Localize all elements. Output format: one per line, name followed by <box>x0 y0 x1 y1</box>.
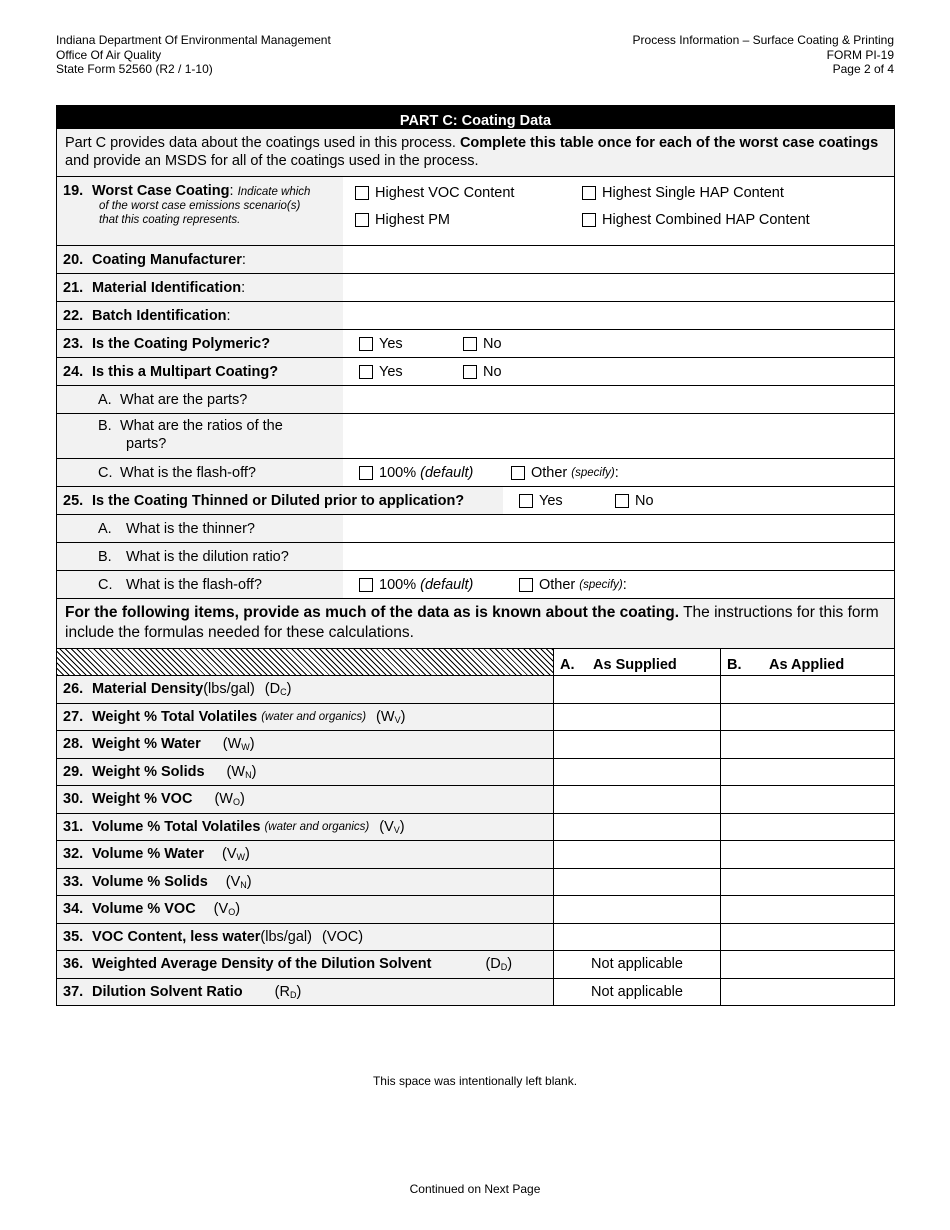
as-supplied-cell[interactable] <box>554 814 721 841</box>
as-supplied-cell[interactable] <box>554 759 721 786</box>
as-supplied-cell[interactable] <box>554 786 721 813</box>
as-applied-cell[interactable] <box>721 814 894 841</box>
option-highest-voc[interactable]: Highest VOC Content <box>355 185 514 201</box>
checkbox[interactable] <box>355 213 369 227</box>
item-symbol: (VOC) <box>321 928 364 945</box>
row-multipart-ratios: B. What are the ratios of the parts? <box>57 413 894 458</box>
header-right <box>633 33 894 77</box>
checkbox[interactable] <box>463 365 477 379</box>
as-applied-cell[interactable] <box>721 924 894 951</box>
checkbox[interactable] <box>519 578 533 592</box>
row-polymeric: 23. Is the Coating Polymeric? Yes No <box>57 329 894 357</box>
column-as-supplied: A. As Supplied <box>554 649 721 675</box>
row-coating-manufacturer: 20. Coating Manufacturer : <box>57 245 894 273</box>
checkbox[interactable] <box>359 337 373 351</box>
checkbox[interactable] <box>582 213 596 227</box>
item-symbol: $(W_V)$ <box>376 708 406 725</box>
item-label: 37. Dilution Solvent Ratio $(R_D)$ <box>57 979 554 1006</box>
table-row <box>57 703 894 731</box>
following-items-note: For the following items, provide as much of the data as is known about the coating. The instructions for this form include the formulas needed for these calculations. <box>57 598 894 648</box>
item-label: 29. Weight % Solids $(W_N)$ <box>57 759 554 786</box>
multipart-ratios-field[interactable] <box>343 414 894 458</box>
item-label: 36. Weighted Average Density of the Dilution Solvent $(D_D)$ <box>57 951 554 978</box>
item-symbol: $(D_D)$ <box>485 956 513 973</box>
table-row <box>57 868 894 896</box>
part-intro: Part C provides data about the coatings used in this process. Complete this table once for each of the worst case coatings and provide an MSDS for all of the coatings used in the process. <box>57 128 894 176</box>
row-multipart-flash-off: C. What is the flash-off? 100% (default) Other (specify) : <box>57 458 894 486</box>
table-row <box>57 840 894 868</box>
as-applied-cell[interactable] <box>721 896 894 923</box>
polymeric-no[interactable]: No <box>463 336 502 352</box>
item-label: 30. Weight % VOC $(W_O)$ <box>57 786 554 813</box>
as-applied-cell[interactable] <box>721 841 894 868</box>
checkbox[interactable] <box>359 365 373 379</box>
thinned-flash-off-other[interactable]: Other (specify) : <box>519 577 627 593</box>
item-label: 28. Weight % Water $(W_W)$ <box>57 731 554 758</box>
as-applied-cell[interactable] <box>721 759 894 786</box>
checkbox[interactable] <box>359 466 373 480</box>
table-row <box>57 813 894 841</box>
part-title: PART C: Coating Data <box>57 106 894 128</box>
state-form-number: State Form 52560 (R2 / 1-10) <box>56 62 213 76</box>
coating-data-form <box>56 105 895 1006</box>
thinned-flash-off-default[interactable]: 100% (default) <box>359 577 473 593</box>
item-symbol: $(W_W)$ <box>222 736 255 753</box>
as-supplied-cell[interactable] <box>554 704 721 731</box>
hatched-cell <box>57 649 554 675</box>
as-applied-cell[interactable] <box>721 731 894 758</box>
as-applied-cell[interactable] <box>721 951 894 978</box>
worst-case-hint: Indicate which of the worst case emissions scenario(s) that this coating represents. <box>99 186 311 226</box>
item-symbol: $(V_N)$ <box>225 873 252 890</box>
item-label: 31. Volume % Total Volatiles (water and organics) $(V_V)$ <box>57 814 554 841</box>
row-batch-identification: 22. Batch Identification : <box>57 301 894 329</box>
multipart-yes[interactable]: Yes <box>359 364 403 380</box>
row-material-identification: 21. Material Identification : <box>57 273 894 301</box>
blank-space-note: This space was intentionally left blank. <box>372 1074 578 1088</box>
as-supplied-cell[interactable] <box>554 869 721 896</box>
thinned-no[interactable]: No <box>615 493 654 509</box>
item-symbol: $(V_O)$ <box>213 901 241 918</box>
dilution-ratio-field[interactable] <box>343 543 894 570</box>
as-supplied-cell[interactable] <box>554 731 721 758</box>
as-supplied-cell[interactable] <box>554 924 721 951</box>
item-label: 27. Weight % Total Volatiles (water and organics) $(W_V)$ <box>57 704 554 731</box>
polymeric-yes[interactable]: Yes <box>359 336 403 352</box>
checkbox[interactable] <box>519 494 533 508</box>
as-supplied-cell: Not applicable <box>554 979 721 1006</box>
table-row <box>57 895 894 923</box>
agency-name: Indiana Department Of Environmental Management <box>56 33 331 47</box>
data-table-header <box>57 648 894 675</box>
row-thinner: A. What is the thinner? <box>57 514 894 542</box>
header-left <box>56 33 331 77</box>
item-symbol: $(R_D)$ <box>274 983 302 1000</box>
checkbox[interactable] <box>463 337 477 351</box>
multipart-flash-off-default[interactable]: 100% (default) <box>359 465 473 481</box>
row-thinned: 25. Is the Coating Thinned or Diluted prior to application? Yes No <box>57 486 894 514</box>
as-supplied-cell[interactable] <box>554 841 721 868</box>
table-row <box>57 675 894 703</box>
row-dilution-ratio: B. What is the dilution ratio? <box>57 542 894 570</box>
table-row <box>57 730 894 758</box>
row-thinned-flash-off: C. What is the flash-off? 100% (default) Other (specify) : <box>57 570 894 598</box>
multipart-flash-off-other[interactable]: Other (specify) : <box>511 465 619 481</box>
item-label: 33. Volume % Solids $(V_N)$ <box>57 869 554 896</box>
as-applied-cell[interactable] <box>721 676 894 703</box>
material-identification-field[interactable] <box>343 274 894 301</box>
checkbox[interactable] <box>582 186 596 200</box>
item-label: 34. Volume % VOC $(V_O)$ <box>57 896 554 923</box>
checkbox[interactable] <box>615 494 629 508</box>
checkbox[interactable] <box>359 578 373 592</box>
checkbox[interactable] <box>355 186 369 200</box>
data-table-body <box>57 675 894 1005</box>
column-as-applied: B. As Applied <box>727 657 845 673</box>
table-row <box>57 978 894 1006</box>
table-row <box>57 785 894 813</box>
item-symbol: $(D_C)$ <box>264 681 292 698</box>
item-label: 32. Volume % Water $(V_W)$ <box>57 841 554 868</box>
option-highest-pm[interactable]: Highest PM <box>355 212 450 228</box>
table-row <box>57 923 894 951</box>
item-symbol: $(V_W)$ <box>222 846 250 863</box>
as-supplied-cell[interactable] <box>554 676 721 703</box>
as-applied-cell[interactable] <box>721 704 894 731</box>
thinner-field[interactable] <box>343 515 894 542</box>
multipart-no[interactable]: No <box>463 364 502 380</box>
checkbox[interactable] <box>511 466 525 480</box>
coating-manufacturer-field[interactable] <box>343 246 894 273</box>
item-label: 35. VOC Content, less water (lbs/gal) (VOC) <box>57 924 554 951</box>
office-name: Office Of Air Quality <box>56 47 162 62</box>
form-id: FORM PI-19 <box>826 47 894 62</box>
item-symbol: $(W_O)$ <box>214 791 245 808</box>
item-label: 26. Material Density (lbs/gal) $(D_C)$ <box>57 676 554 703</box>
as-applied-cell[interactable] <box>721 786 894 813</box>
row-multipart: 24. Is this a Multipart Coating? Yes No <box>57 357 894 385</box>
as-supplied-cell: Not applicable <box>554 951 721 978</box>
table-row <box>57 950 894 978</box>
thinned-yes[interactable]: Yes <box>519 493 563 509</box>
table-row <box>57 758 894 786</box>
as-applied-cell[interactable] <box>721 979 894 1006</box>
row-worst-case-coating: 19. Worst Case Coating: Indicate which of the worst case emissions scenario(s) that this coating represents. Highest VOC Content Highest Single HAP Content Highest PM Highest Combined HAP Content <box>57 176 894 245</box>
page-number: Page 2 of 4 <box>832 62 894 76</box>
item-symbol: $(W_N)$ <box>226 763 257 780</box>
row-multipart-parts: A. What are the parts? <box>57 385 894 413</box>
continued-note: Continued on Next Page <box>409 1182 541 1196</box>
option-highest-single-hap[interactable]: Highest Single HAP Content <box>582 185 784 201</box>
option-highest-combined-hap[interactable]: Highest Combined HAP Content <box>582 212 810 228</box>
multipart-parts-field[interactable] <box>343 386 894 413</box>
as-supplied-cell[interactable] <box>554 896 721 923</box>
item-symbol: $(V_V)$ <box>379 818 405 835</box>
as-applied-cell[interactable] <box>721 869 894 896</box>
form-title: Process Information – Surface Coating & Printing <box>632 33 894 47</box>
batch-identification-field[interactable] <box>343 302 894 329</box>
